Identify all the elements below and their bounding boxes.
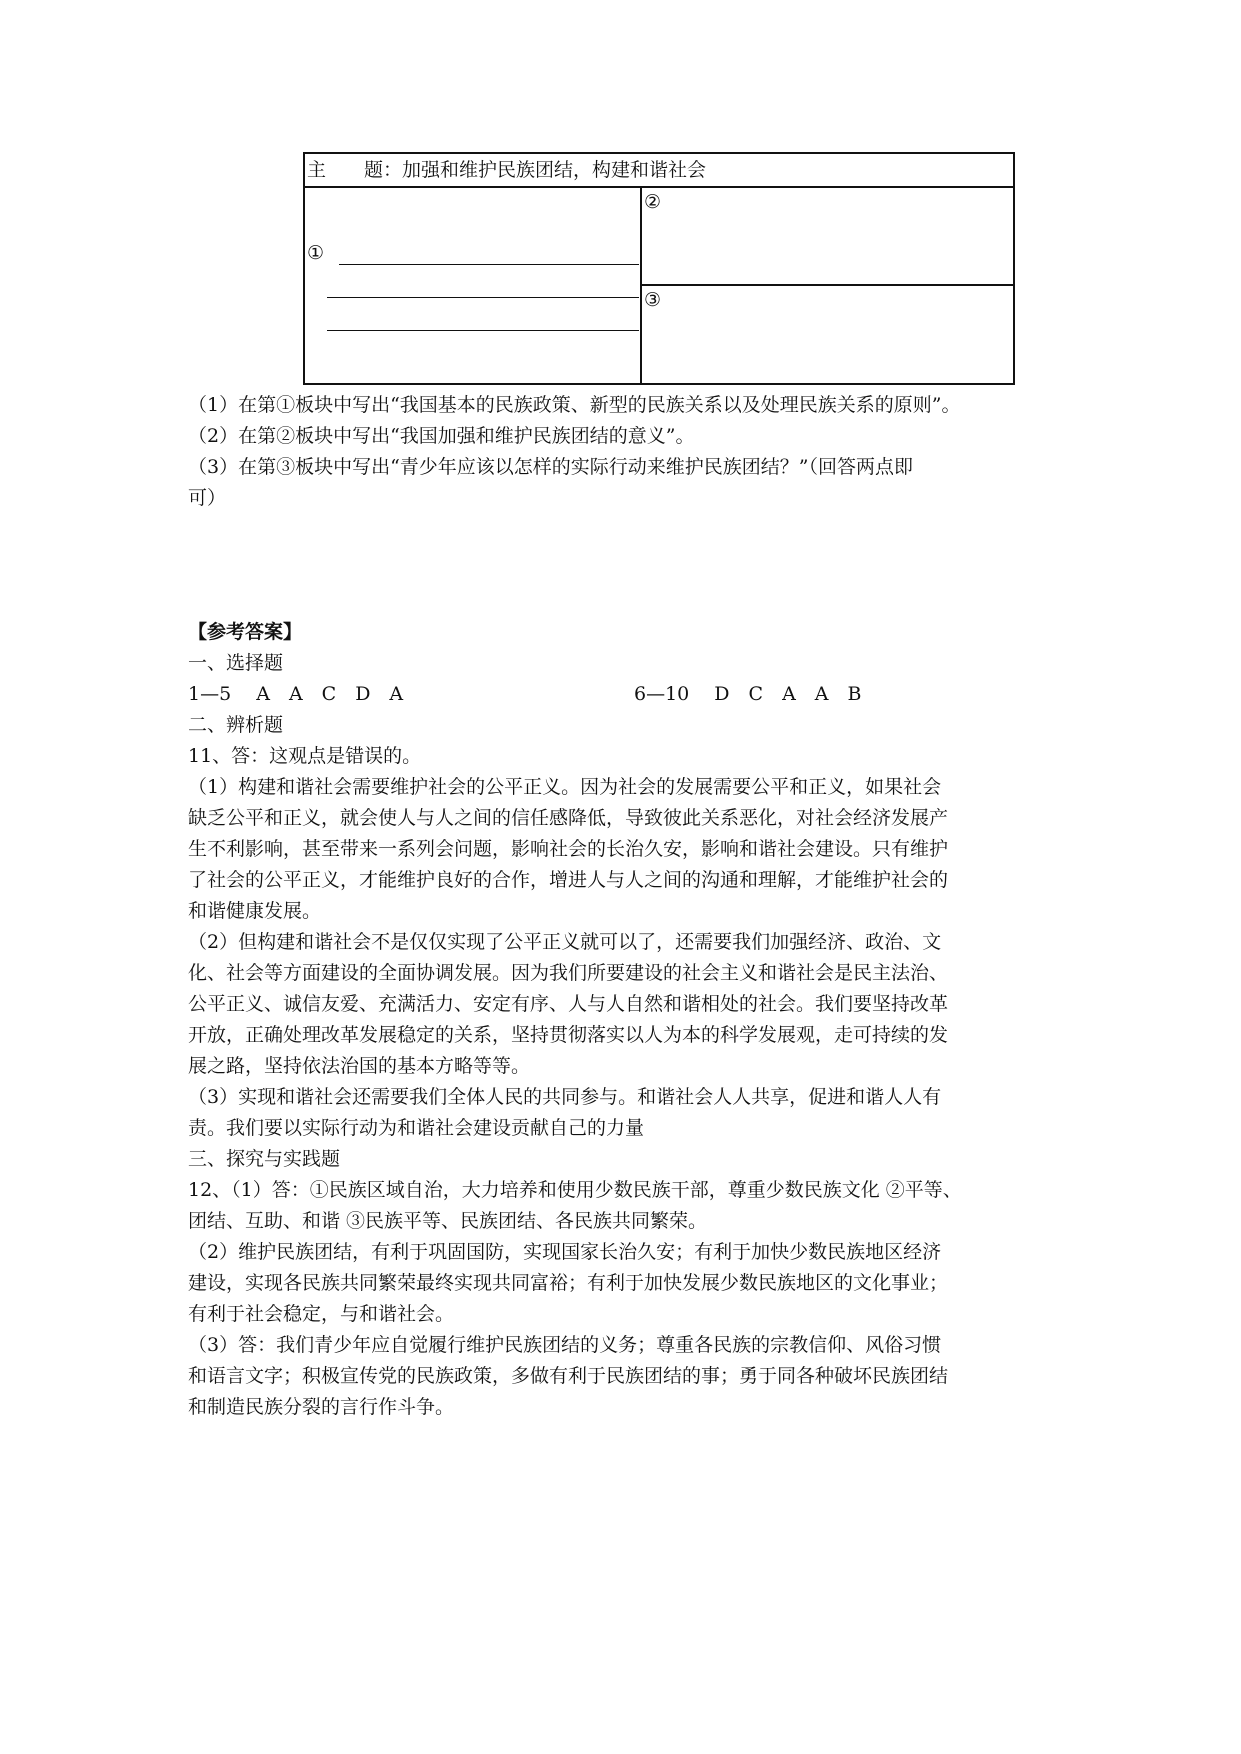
block-2-marker: ② — [644, 191, 662, 213]
question-3-cont: 可） — [188, 487, 227, 509]
answer-line: 11、答：这观点是错误的。 — [188, 745, 422, 767]
answer-line: 有利于社会稳定，与和谐社会。 — [188, 1303, 455, 1325]
mc-answers-right: 6—10 D C A A B — [634, 683, 862, 705]
answer-line: 12、（1）答：①民族区域自治，大力培养和使用少数民族干部，尊重少数民族文化 ②平等、 — [188, 1179, 962, 1201]
block-3 — [642, 286, 1013, 383]
answer-line: 和制造民族分裂的言行作斗争。 — [188, 1396, 455, 1418]
answer-line: 建设，实现各民族共同繁荣最终实现共同富裕；有利于加快发展少数民族地区的文化事业； — [188, 1272, 949, 1294]
answer-line: （3）答：我们青少年应自觉履行维护民族团结的义务；尊重各民族的宗教信仰、风俗习惯 — [188, 1334, 942, 1356]
topic-table — [303, 152, 1015, 385]
question-2: （2）在第②板块中写出“我国加强和维护民族团结的意义”。 — [188, 425, 695, 447]
answer-line: 公平正义、诚信友爱、充满活力、安定有序、人与人自然和谐相处的社会。我们要坚持改革 — [188, 993, 949, 1015]
block-1-marker: ① — [307, 242, 325, 264]
answer-heading: 【参考答案】 — [188, 621, 303, 643]
answer-line: 化、社会等方面建设的全面协调发展。因为我们所要建设的社会主义和谐社会是民主法治、 — [188, 962, 949, 984]
section-1-title: 一、选择题 — [188, 652, 284, 674]
answer-line: （3）实现和谐社会还需要我们全体人民的共同参与。和谐社会人人共享，促进和谐人人有 — [188, 1086, 942, 1108]
mc-answers-left: 1—5 A A C D A — [188, 683, 404, 705]
answer-line — [327, 330, 639, 331]
block-3-marker: ③ — [644, 289, 662, 311]
question-3: （3）在第③板块中写出“青少年应该以怎样的实际行动来维护民族团结？”（回答两点即 — [188, 456, 914, 478]
question-1: （1）在第①板块中写出“我国基本的民族政策、新型的民族关系以及处理民族关系的原则”。 — [188, 394, 961, 416]
answer-line: 展之路，坚持依法治国的基本方略等等。 — [188, 1055, 531, 1077]
answer-line: 和谐健康发展。 — [188, 900, 322, 922]
topic-row: 主 题：加强和维护民族团结，构建和谐社会 — [305, 154, 1013, 188]
section-2-title: 二、辨析题 — [188, 714, 284, 736]
section-3-title: 三、探究与实践题 — [188, 1148, 341, 1170]
answer-line: 缺乏公平和正义，就会使人与人之间的信任感降低，导致彼此关系恶化，对社会经济发展产 — [188, 807, 949, 829]
answer-line: 开放，正确处理改革发展稳定的关系，坚持贯彻落实以人为本的科学发展观，走可持续的发 — [188, 1024, 949, 1046]
answer-line: 团结、互助、和谐 ③民族平等、民族团结、各民族共同繁荣。 — [188, 1210, 708, 1232]
answer-line: 了社会的公平正义，才能维护良好的合作，增进人与人之间的沟通和理解，才能维护社会的 — [188, 869, 949, 891]
answer-line: 责。我们要以实际行动为和谐社会建设贡献自己的力量 — [188, 1117, 645, 1139]
answer-line: （2）但构建和谐社会不是仅仅实现了公平正义就可以了，还需要我们加强经济、政治、文 — [188, 931, 942, 953]
block-2 — [642, 188, 1013, 286]
answer-line: 和语言文字；积极宣传党的民族政策，多做有利于民族团结的事；勇于同各种破坏民族团结 — [188, 1365, 949, 1387]
answer-line — [339, 264, 639, 265]
answer-line — [327, 297, 639, 298]
block-1 — [305, 188, 642, 383]
answer-line: 生不利影响，甚至带来一系列会问题，影响社会的长治久安，影响和谐社会建设。只有维护 — [188, 838, 949, 860]
answer-line: （1）构建和谐社会需要维护社会的公平正义。因为社会的发展需要公平和正义，如果社会 — [188, 776, 942, 798]
answer-line: （2）维护民族团结，有利于巩固国防，实现国家长治久安；有利于加快少数民族地区经济 — [188, 1241, 942, 1263]
